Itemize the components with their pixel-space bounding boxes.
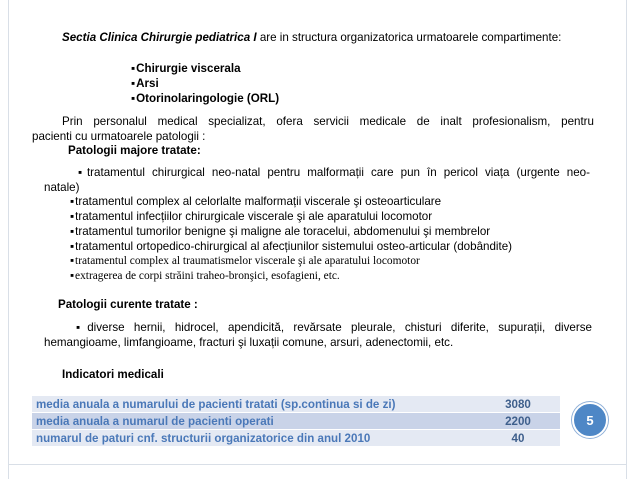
table-cell-value: 2200 — [476, 413, 560, 430]
table-row — [32, 413, 560, 430]
table-cell-label: numarul de paturi cnf. structurii organizatorice din anul 2010 — [32, 430, 476, 447]
table-row — [32, 430, 560, 447]
majore-item: ▪ tratamentul complex al celorlalte malformații viscerale şi osteoarticulare — [70, 194, 441, 209]
compartiment-item: ▪ Chirurgie viscerala — [131, 61, 241, 76]
intro-text — [62, 30, 561, 45]
curente-item-continuation: hemangioame, limfangioame, fracturi şi luxații comune, arsuri, adenectomii, etc. — [44, 336, 454, 349]
personal-paragraph-line1: Prin personalul medical specializat, ofera servicii medicale de inalt profesionalism, pentru — [62, 115, 594, 128]
majore-item: ▪ tratamentul complex al traumatismelor viscerale şi ale aparatului locomotor — [70, 254, 420, 269]
curente-item: ▪ diverse hernii, hidrocel, apendicită, revărsate pleurale, chisturi diferite, supurații, diverse — [76, 320, 592, 335]
table-cell-value: 3080 — [476, 396, 560, 413]
table-cell-value: 40 — [476, 430, 560, 447]
indicatori-heading: Indicatori medicali — [62, 368, 164, 381]
frame-bottom-line — [8, 464, 626, 465]
curente-heading: Patologii curente tratate : — [58, 298, 198, 311]
majore-item: ▪ tratamentul tumorilor benigne şi maligne ale toracelui, abdomenului şi membrelor — [70, 224, 490, 239]
majore-heading: Patologii majore tratate: — [68, 144, 201, 157]
majore-item: ▪ extragerea de corpi străini traheo-bronşici, esofagieni, etc. — [70, 269, 340, 284]
compartiment-item: ▪ Arsi — [131, 76, 159, 91]
table-row — [32, 396, 560, 413]
indicatori-table — [32, 396, 560, 447]
section-title: Sectia Clinica Chirurgie pediatrica I — [62, 31, 257, 44]
frame-right-line — [626, 0, 627, 479]
compartiment-item: ▪ Otorinolaringologie (ORL) — [131, 91, 279, 106]
table-cell-label: media anuala a numarul de pacienti operati — [32, 413, 476, 430]
majore-item: ▪ tratamentul infecțiilor chirurgicale viscerale şi ale aparatului locomotor — [70, 209, 432, 224]
slide-number-badge: 5 — [572, 402, 608, 438]
table-cell-label: media anuala a numarului de pacienti tratati (sp.continua si de zi) — [32, 396, 476, 413]
majore-item: ▪ tratamentul chirurgical neo-natal pentru malformații care pun în pericol viața (urgente neo- — [78, 165, 590, 180]
majore-item: ▪ tratamentul ortopedico-chirurgical al afecțiunilor sistemului osteo-articular (dobândite) — [70, 239, 512, 254]
intro-rest: are in structura organizatorica urmatoarele compartimente: — [256, 31, 562, 44]
majore-item-continuation: natale) — [44, 181, 80, 194]
frame-left-line — [8, 0, 9, 479]
personal-paragraph-line2: pacienti cu urmatoarele patologii : — [32, 130, 206, 143]
